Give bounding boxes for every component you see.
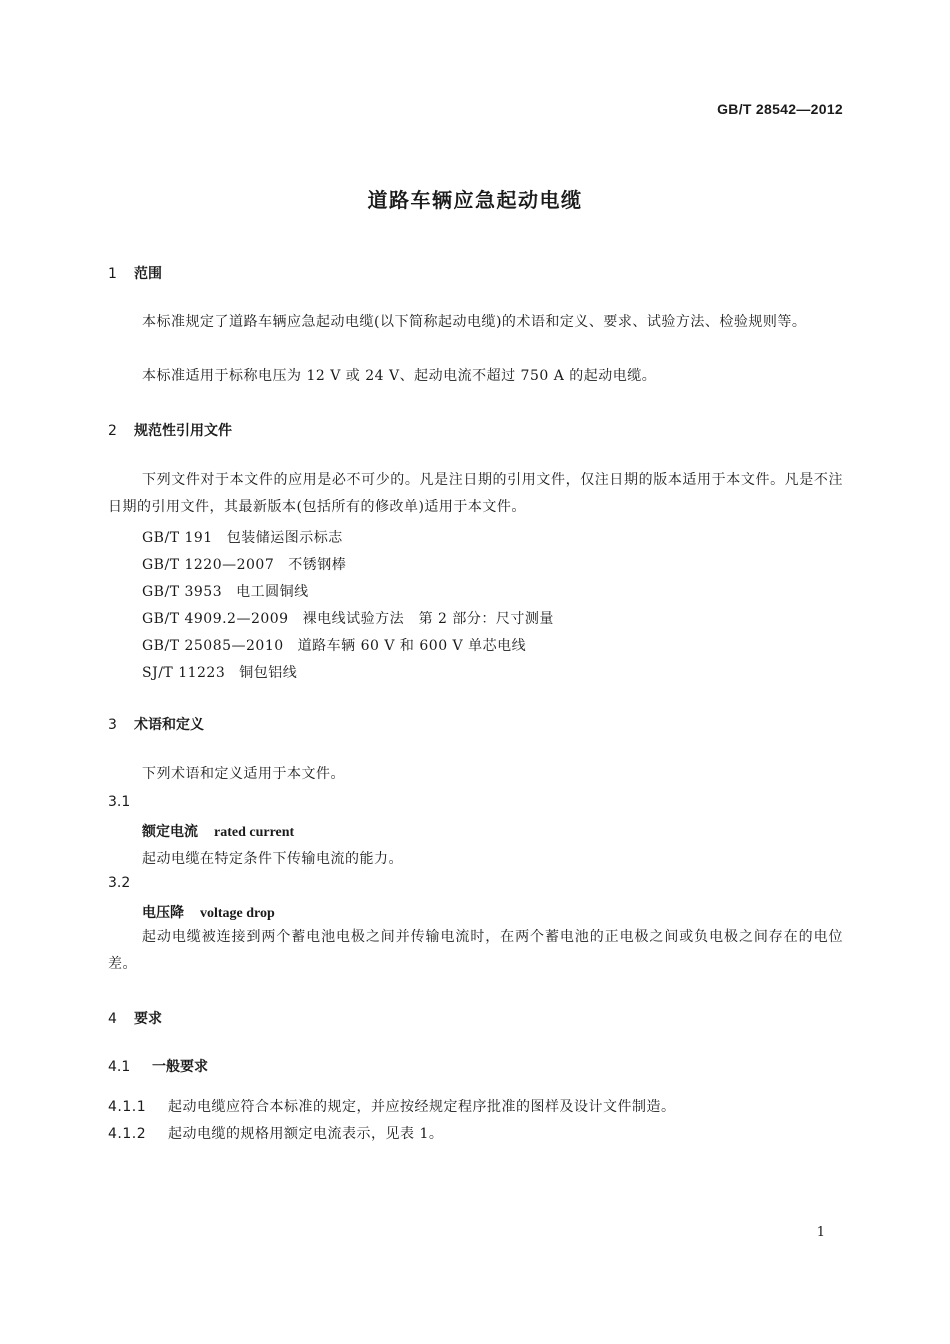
reference-item	[142, 554, 346, 574]
section-number: 1	[108, 266, 117, 282]
subsection-4-1-heading	[108, 1056, 208, 1076]
subsection-title: 一般要求	[152, 1059, 208, 1075]
reference-item	[142, 527, 343, 547]
section-title: 术语和定义	[134, 717, 204, 733]
term-number: 3.1	[108, 794, 131, 810]
section-2-heading	[108, 420, 232, 440]
reference-item	[142, 581, 309, 601]
term-name	[142, 821, 294, 841]
clause-4-1-2	[108, 1123, 443, 1143]
reference-title: 不锈钢棒	[288, 557, 347, 573]
term-name-zh: 额定电流	[142, 824, 198, 840]
clause-number: 4.1.1	[108, 1099, 147, 1115]
section-number: 2	[108, 423, 117, 439]
reference-title: 铜包铝线	[239, 665, 298, 681]
reference-code: GB/T 191	[142, 530, 213, 546]
section-3-heading	[108, 714, 204, 734]
reference-title: 裸电线试验方法 第 2 部分：尺寸测量	[302, 611, 554, 627]
standard-code: GB/T 28542—2012	[717, 101, 843, 117]
section-1-heading	[108, 263, 162, 283]
section-title: 规范性引用文件	[134, 423, 232, 439]
section-4-heading	[108, 1008, 162, 1028]
reference-title: 包装储运图示标志	[226, 530, 343, 546]
clause-text: 起动电缆的规格用额定电流表示，见表 1。	[168, 1126, 444, 1142]
section-number: 3	[108, 717, 117, 733]
term-definition: 起动电缆在特定条件下传输电流的能力。	[142, 851, 403, 867]
reference-code: SJ/T 11223	[142, 665, 226, 681]
term-name-en: voltage drop	[200, 906, 275, 921]
clause-text: 起动电缆应符合本标准的规定，并应按经规定程序批准的图样及设计文件制造。	[168, 1099, 676, 1115]
reference-item	[142, 608, 554, 628]
section-1-paragraph-2: 本标准适用于标称电压为 12 V 或 24 V、起动电流不超过 750 A 的起动电缆。	[142, 368, 657, 384]
page-number: 1	[816, 1225, 825, 1240]
reference-title: 电工圆铜线	[236, 584, 309, 600]
section-1-paragraph-1: 本标准规定了道路车辆应急起动电缆(以下简称起动电缆)的术语和定义、要求、试验方法、检验规则等。	[142, 314, 807, 330]
term-number: 3.2	[108, 875, 131, 891]
reference-code: GB/T 1220—2007	[142, 557, 275, 573]
subsection-number: 4.1	[108, 1059, 131, 1075]
term-definition: 起动电缆被连接到两个蓄电池电极之间并传输电流时，在两个蓄电池的正电极之间或负电极之间存在的电位差。	[108, 929, 843, 972]
section-number: 4	[108, 1011, 117, 1027]
document-title: 道路车辆应急起动电缆	[367, 188, 583, 212]
reference-item	[142, 635, 526, 655]
reference-code: GB/T 3953	[142, 584, 223, 600]
term-name	[142, 902, 275, 922]
section-title: 范围	[134, 266, 162, 282]
section-2-intro: 下列文件对于本文件的应用是必不可少的。凡是注日期的引用文件，仅注日期的版本适用于本文件。凡是不注日期的引用文件，其最新版本(包括所有的修改单)适用于本文件。	[108, 472, 843, 515]
reference-code: GB/T 25085—2010	[142, 638, 284, 654]
section-title: 要求	[134, 1011, 162, 1027]
reference-title: 道路车辆 60 V 和 600 V 单芯电线	[297, 638, 527, 654]
clause-4-1-1	[108, 1096, 676, 1116]
clause-number: 4.1.2	[108, 1126, 147, 1142]
term-name-zh: 电压降	[142, 905, 184, 921]
section-3-intro: 下列术语和定义适用于本文件。	[142, 766, 345, 782]
term-name-en: rated current	[214, 825, 295, 840]
reference-code: GB/T 4909.2—2009	[142, 611, 289, 627]
reference-item	[142, 662, 297, 682]
